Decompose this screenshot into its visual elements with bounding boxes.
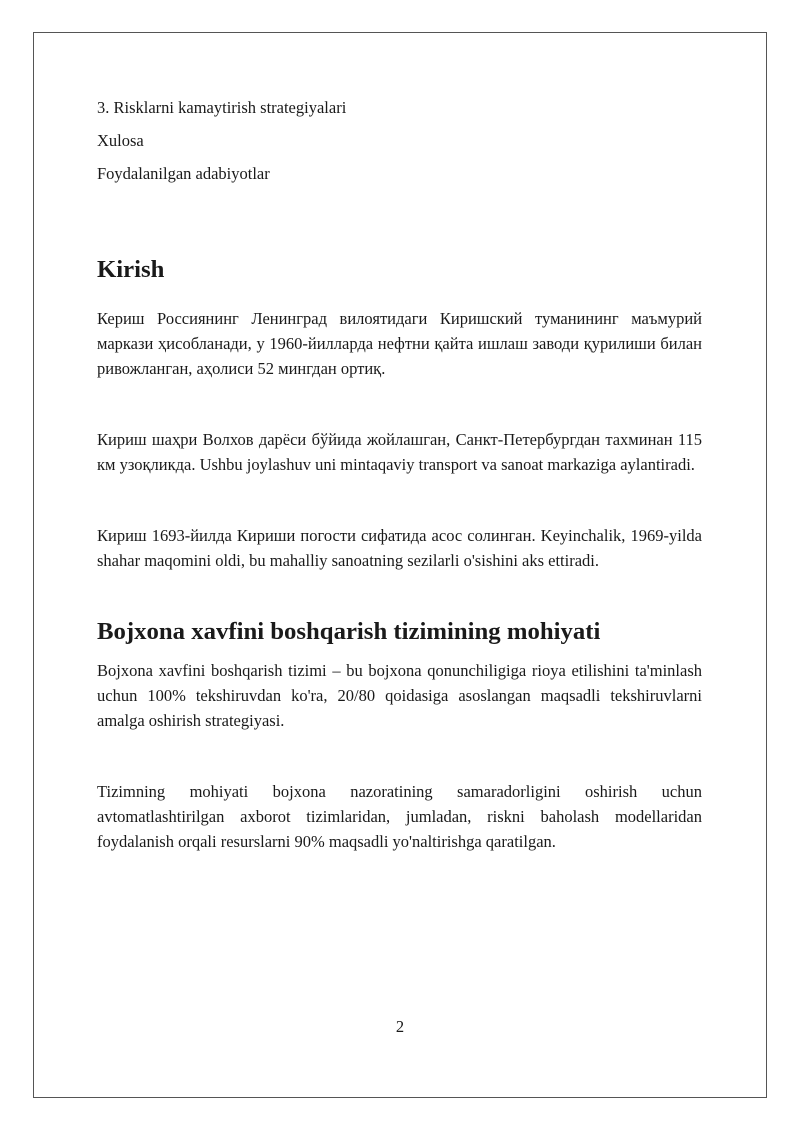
toc-item-risk-strategies: 3. Risklarni kamaytirish strategiyalari — [97, 98, 347, 117]
toc-item-conclusion: Xulosa — [97, 131, 144, 150]
paragraph-intro-2: Кириш шаҳри Волхов дарёси бўйида жойлашган, Санкт-Петербургдан тахминан 115 км узоқликда. Ushbu joylashuv uni mintaqaviy transport va sanoat markaziga aylantiradi. — [97, 430, 702, 474]
section-heading-introduction: Kirish — [97, 256, 165, 283]
paragraph-customs-1: Bojxona xavfini boshqarish tizimi – bu bojxona qonunchiligiga rioya etilishini ta'minlash uchun 100% tekshiruvdan ko'ra, 20/80 qoidasiga asoslangan maqsadli tekshiruvlarni amalga oshirish strategiyasi. — [97, 661, 702, 730]
paragraph-intro-3: Кириш 1693-йилда Кириши погости сифатида асос солинган. Keyinchalik, 1969-yilda shahar maqomini oldi, bu mahalliy sanoatning sezilarli o'sishini aks ettiradi. — [97, 526, 702, 570]
document-content — [97, 95, 702, 854]
paragraph-intro-1: Кериш Россиянинг Ленинград вилоятидаги Киришский туманининг маъмурий маркази ҳисобланади, у 1960-йилларда нефтни қайта ишлаш заводи қурилиши билан ривожланган, аҳолиси 52 мингдан ортиқ. — [97, 309, 702, 378]
page-number: 2 — [395, 1017, 405, 1036]
toc-item-references: Foydalanilgan adabiyotlar — [97, 164, 270, 183]
paragraph-customs-2: Tizimning mohiyati bojxona nazoratining samaradorligini oshirish uchun avtomatlashtirilgan axborot tizimlaridan, jumladan, riskni baholash modellaridan foydalanish orqali resurslarni 90% maqsadli yo'naltirishga qaratilgan. — [97, 782, 702, 851]
section-heading-customs-risk: Bojxona xavfini boshqarish tizimining mohiyati — [97, 618, 601, 645]
